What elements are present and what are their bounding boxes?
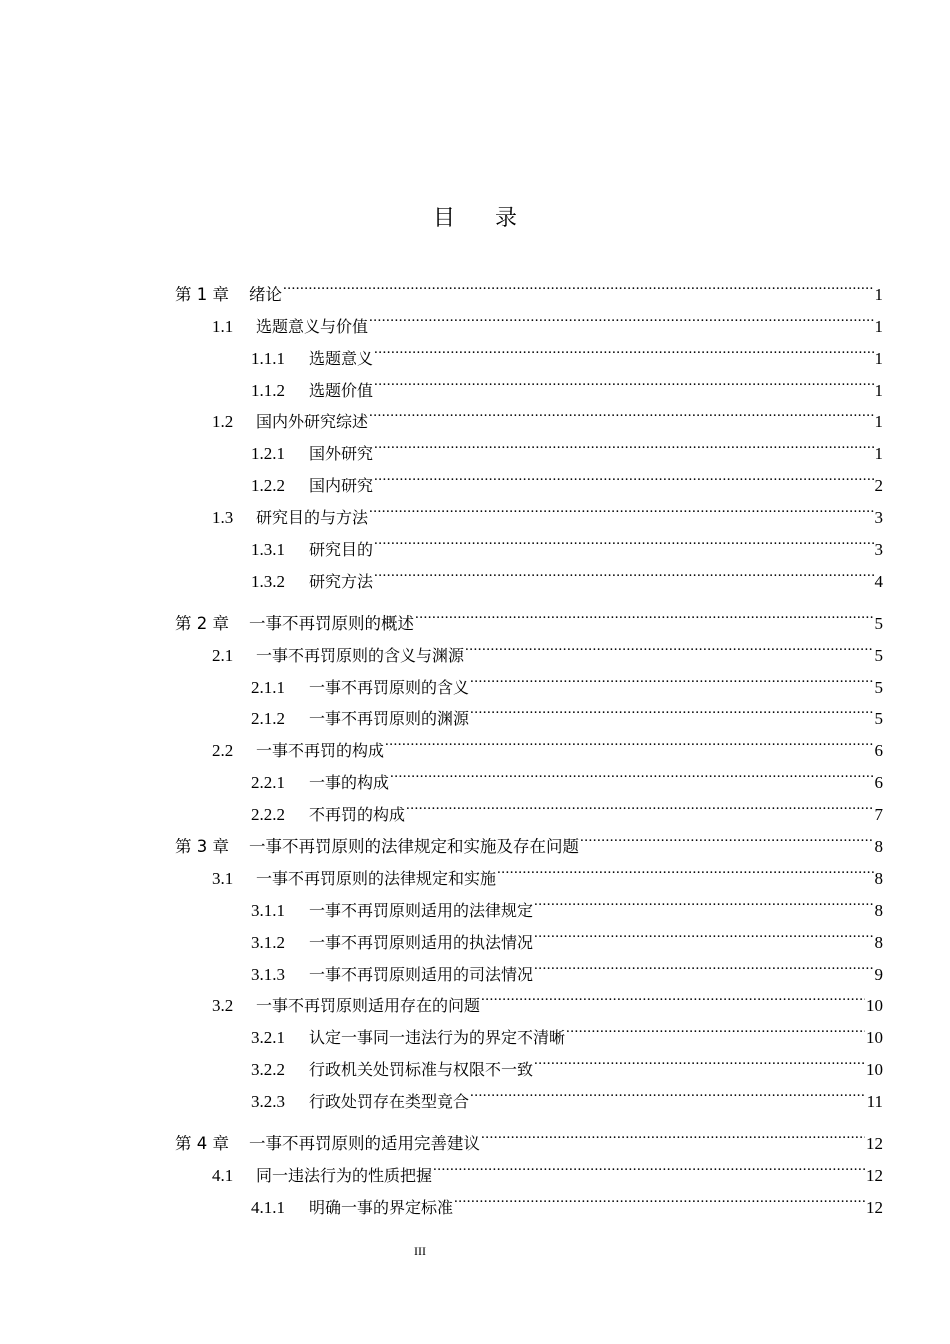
toc-entry-page-number: 6 (874, 773, 883, 793)
toc-entry-page-number: 1 (874, 284, 883, 304)
toc-entry-page-number: 3 (874, 508, 883, 528)
toc-entry-page-number: 1 (874, 316, 883, 336)
toc-entry-number: 第 3 章 (175, 837, 229, 857)
toc-dot-leader (374, 364, 873, 396)
toc-entry-page-number: 2 (874, 476, 883, 496)
toc-entry-number: 3.1.3 (251, 964, 285, 984)
toc-entry-label: 研究目的 (309, 540, 374, 560)
toc-title-char-1: 目 (432, 206, 455, 231)
toc-chapter-entry[interactable] (175, 1117, 883, 1154)
toc-entry-page-number: 12 (866, 1165, 883, 1185)
toc-dot-leader (534, 1043, 865, 1075)
toc-entry-label: 国内外研究综述 (256, 412, 369, 432)
toc-entry-number: 1.3 (212, 508, 234, 528)
toc-entry-label: 同一违法行为的性质把握 (256, 1165, 433, 1185)
toc-entry-number: 3.2 (212, 996, 234, 1016)
toc-entry-page-number: 11 (866, 1092, 883, 1112)
toc-dot-leader (470, 693, 873, 725)
toc-chapter-entry[interactable] (175, 268, 883, 304)
toc-entry-page-number: 5 (874, 613, 883, 633)
toc-dot-leader (385, 724, 873, 756)
toc-entry-page-number: 10 (866, 1060, 883, 1080)
toc-dot-leader (283, 268, 874, 300)
toc-entry-number: 1.1 (212, 316, 234, 336)
toc-entry-number: 3.2.2 (251, 1060, 285, 1080)
toc-entry-label: 绪论 (249, 284, 282, 304)
toc-dot-leader (374, 427, 873, 459)
toc-entry-label: 选题价值 (309, 380, 374, 400)
toc-dot-leader (369, 491, 873, 523)
toc-entry-label: 一事不再罚原则适用的司法情况 (309, 964, 534, 984)
toc-entry-label: 研究目的与方法 (256, 508, 369, 528)
toc-dot-leader (497, 852, 873, 884)
toc-entry-label: 一事不再罚原则的适用完善建议 (249, 1134, 480, 1154)
toc-entry-label: 行政处罚存在类型竟合 (309, 1092, 470, 1112)
toc-entry-page-number: 5 (874, 709, 883, 729)
toc-entry-number: 2.1.2 (251, 709, 285, 729)
toc-entry-number: 3.1.2 (251, 932, 285, 952)
toc-entry-number: 3.1.1 (251, 900, 285, 920)
toc-entry-number: 2.2.1 (251, 773, 285, 793)
toc-dot-leader (369, 300, 873, 332)
toc-entry-page-number: 1 (874, 412, 883, 432)
toc-dot-leader (481, 980, 865, 1012)
toc-entry-page-number: 7 (874, 805, 883, 825)
toc-dot-leader (369, 396, 873, 428)
toc-entry-label: 行政机关处罚标准与权限不一致 (309, 1060, 534, 1080)
toc-entry-page-number: 12 (866, 1197, 883, 1217)
toc-title-char-2: 录 (495, 206, 518, 231)
toc-dot-leader (374, 332, 873, 364)
toc-dot-leader (433, 1149, 865, 1181)
toc-dot-leader (470, 1075, 866, 1107)
toc-entry-page-number: 8 (874, 932, 883, 952)
toc-entry-page-number: 10 (866, 996, 883, 1016)
toc-chapter-entry[interactable] (175, 597, 883, 633)
toc-dot-leader (374, 555, 873, 587)
toc-entry-label: 一事不再罚原则的法律规定和实施及存在问题 (249, 837, 579, 857)
toc-dot-leader (406, 788, 873, 820)
toc-entry-page-number: 1 (874, 444, 883, 464)
toc-title (0, 202, 950, 236)
toc-entry-number: 3.1 (212, 868, 234, 888)
toc-entry-label: 国内研究 (309, 476, 374, 496)
toc-entry-label: 一事不再罚原则的法律规定和实施 (256, 868, 497, 888)
toc-entry-label: 研究方法 (309, 571, 374, 591)
toc-dot-leader (390, 756, 873, 788)
page-number-footer: III (414, 1244, 426, 1258)
toc-dot-leader (374, 523, 873, 555)
toc-entry-number: 3.2.1 (251, 1028, 285, 1048)
toc-entry-number: 1.1.2 (251, 380, 285, 400)
toc-entry-page-number: 3 (874, 540, 883, 560)
toc-dot-leader (534, 916, 873, 948)
toc-entry-label: 明确一事的界定标准 (309, 1197, 454, 1217)
toc-dot-leader (415, 597, 874, 629)
toc-entry-label: 选题意义 (309, 348, 374, 368)
toc-entry-page-number: 8 (874, 837, 883, 857)
toc-entry-page-number: 10 (866, 1028, 883, 1048)
toc-entry-number: 1.1.1 (251, 348, 285, 368)
toc-entry-label: 一事的构成 (309, 773, 390, 793)
toc-dot-leader (566, 1011, 865, 1043)
toc-entry-page-number: 8 (874, 868, 883, 888)
toc-entry-page-number: 1 (874, 380, 883, 400)
toc-entry-number: 第 1 章 (175, 284, 229, 304)
toc-entry-label: 认定一事同一违法行为的界定不清晰 (309, 1028, 566, 1048)
toc-entry-page-number: 4 (874, 571, 883, 591)
toc-entry-page-number: 6 (874, 741, 883, 761)
toc-entry-number: 3.2.3 (251, 1092, 285, 1112)
toc-entry-label: 一事不再罚原则的含义与渊源 (256, 645, 465, 665)
toc-dot-leader (534, 948, 873, 980)
toc-entry-number: 2.2 (212, 741, 234, 761)
toc-entry-number: 1.3.1 (251, 540, 285, 560)
toc-dot-leader (374, 459, 873, 491)
toc-entry-page-number: 8 (874, 900, 883, 920)
toc-dot-leader (534, 884, 873, 916)
toc-entry-number: 1.2.2 (251, 476, 285, 496)
toc-entry-number: 4.1 (212, 1165, 234, 1185)
toc-entry-number: 2.1 (212, 645, 234, 665)
toc-entry-label: 一事不再罚原则的渊源 (309, 709, 470, 729)
toc-entry-label: 一事不再罚原则适用的法律规定 (309, 900, 534, 920)
toc-entry-page-number: 1 (874, 348, 883, 368)
toc-entry-label: 选题意义与价值 (256, 316, 369, 336)
toc-entry-number: 2.1.1 (251, 677, 285, 697)
toc-dot-leader (454, 1181, 865, 1213)
toc-entry-label: 国外研究 (309, 444, 374, 464)
toc-entry-label: 一事不再罚原则的含义 (309, 677, 470, 697)
toc-entry-label: 一事不再罚原则的概述 (249, 613, 414, 633)
toc-dot-leader (481, 1117, 865, 1149)
toc-entry-page-number: 5 (874, 645, 883, 665)
toc-entry-page-number: 9 (874, 964, 883, 984)
toc-entry-number: 第 2 章 (175, 613, 229, 633)
toc-dot-leader (580, 820, 874, 852)
toc-entry-label: 一事不再罚原则适用的执法情况 (309, 932, 534, 952)
table-of-contents (175, 268, 883, 1217)
toc-entry-number: 2.2.2 (251, 805, 285, 825)
toc-entry-number: 1.3.2 (251, 571, 285, 591)
toc-entry-label: 一事不再罚的构成 (256, 741, 385, 761)
toc-entry-number: 1.2 (212, 412, 234, 432)
toc-entry-number: 第 4 章 (175, 1134, 229, 1154)
toc-entry-number: 4.1.1 (251, 1197, 285, 1217)
toc-entry-page-number: 5 (874, 677, 883, 697)
toc-entry-label: 一事不再罚原则适用存在的问题 (256, 996, 481, 1016)
toc-dot-leader (465, 629, 873, 661)
toc-entry-number: 1.2.1 (251, 444, 285, 464)
toc-dot-leader (470, 661, 873, 693)
toc-entry-page-number: 12 (866, 1134, 883, 1154)
toc-entry-label: 不再罚的构成 (309, 805, 406, 825)
